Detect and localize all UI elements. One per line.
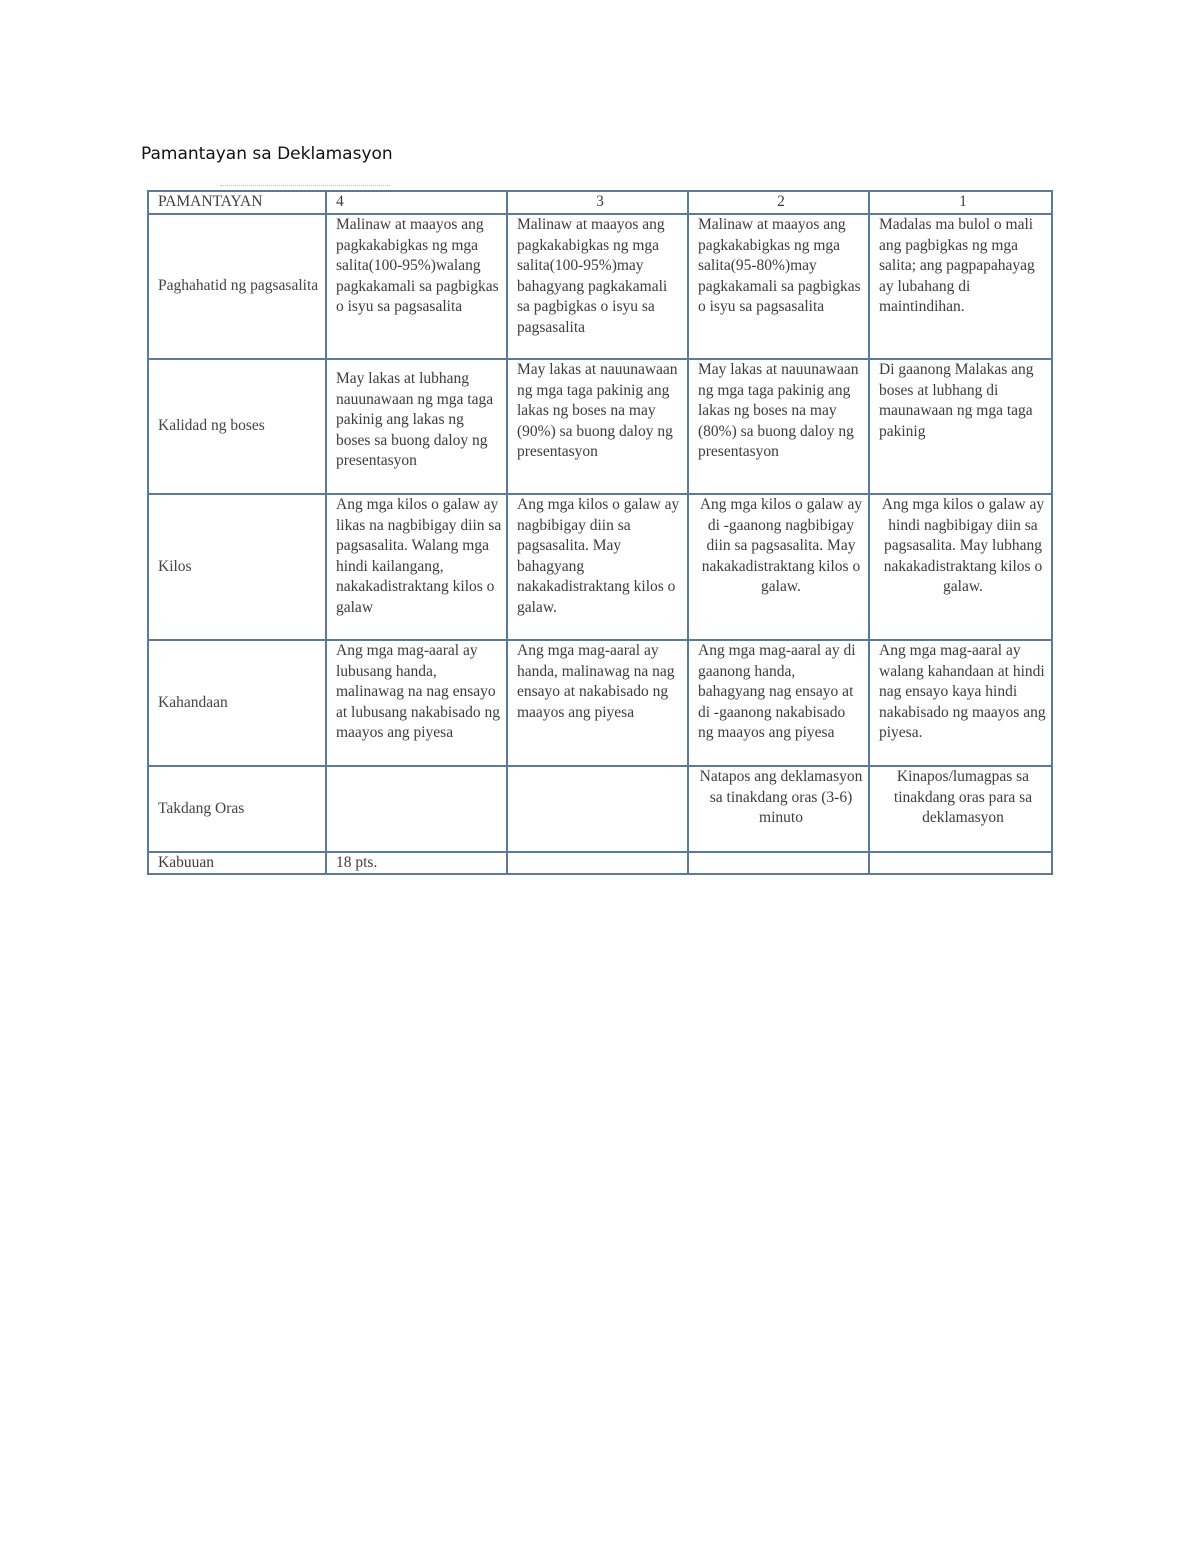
table-row [148,494,1052,640]
criterion-cell: Paghahatid ng pagsasalita [148,214,326,359]
rubric-table [147,190,1053,875]
rubric-cell: Ang mga kilos o galaw ay di -gaanong nagbibigay diin sa pagsasalita. May nakakadistraktang kilos o galaw. [688,494,869,640]
rubric-cell: Ang mga kilos o galaw ay likas na nagbibigay diin sa pagsasalita. Walang mga hindi kailangang, nakakadistraktang kilos o galaw [326,494,507,640]
table-row [148,359,1052,494]
table-row [148,852,1052,874]
rubric-cell: Malinaw at maayos ang pagkakabigkas ng mga salita(95-80%)may pagkakamali sa pagbigkas o isyu sa pagsasalita [688,214,869,359]
rubric-cell: Kinapos/lumagpas sa tinakdang oras para sa deklamasyon [869,766,1052,852]
rubric-cell: Ang mga mag-aaral ay di gaanong handa, bahagyang nag ensayo at di -gaanong nakabisado ng maayos ang piyesa [688,640,869,766]
rubric-cell [507,766,688,852]
rubric-cell: Malinaw at maayos ang pagkakabigkas ng mga salita(100-95%)walang pagkakamali sa pagbigkas o isyu sa pagsasalita [326,214,507,359]
rubric-cell [507,852,688,874]
rubric-cell: Madalas ma bulol o mali ang pagbigkas ng mga salita; ang pagpapahayag ay lubahang di maintindihan. [869,214,1052,359]
header-score-3: 3 [507,191,688,214]
rubric-cell [688,852,869,874]
rubric-cell: Malinaw at maayos ang pagkakabigkas ng mga salita(100-95%)may bahagyang pagkakamali sa pagbigkas o isyu sa pagsasalita [507,214,688,359]
table-row [148,766,1052,852]
rubric-cell: May lakas at nauunawaan ng mga taga pakinig ang lakas ng boses na may (90%) sa buong daloy ng presentasyon [507,359,688,494]
total-points-cell: 18 pts. [326,852,507,874]
criterion-cell: Kabuuan [148,852,326,874]
header-score-2: 2 [688,191,869,214]
table-row [148,214,1052,359]
rubric-cell [326,766,507,852]
rubric-cell [869,852,1052,874]
document-title: Pamantayan sa Deklamasyon [141,144,393,164]
table-row [148,640,1052,766]
rubric-cell: May lakas at nauunawaan ng mga taga pakinig ang lakas ng boses na may (80%) sa buong daloy ng presentasyon [688,359,869,494]
criterion-cell: Kalidad ng boses [148,359,326,494]
rubric-cell: Di gaanong Malakas ang boses at lubhang di maunawaan ng mga taga pakinig [869,359,1052,494]
rubric-cell: May lakas at lubhang nauunawaan ng mga taga pakinig ang lakas ng boses sa buong daloy ng presentasyon [326,359,507,494]
rubric-cell: Ang mga kilos o galaw ay hindi nagbibigay diin sa pagsasalita. May lubhang nakakadistraktang kilos o galaw. [869,494,1052,640]
faint-divider [220,185,390,187]
header-row [148,191,1052,214]
rubric-cell: Natapos ang deklamasyon sa tinakdang oras (3-6) minuto [688,766,869,852]
header-score-1: 1 [869,191,1052,214]
rubric-cell: Ang mga mag-aaral ay lubusang handa, malinawag na nag ensayo at lubusang nakabisado ng maayos ang piyesa [326,640,507,766]
criterion-cell: Takdang Oras [148,766,326,852]
rubric-cell: Ang mga kilos o galaw ay nagbibigay diin sa pagsasalita. May bahagyang nakakadistraktang kilos o galaw. [507,494,688,640]
header-score-4: 4 [326,191,507,214]
rubric-cell: Ang mga mag-aaral ay handa, malinawag na nag ensayo at nakabisado ng maayos ang piyesa [507,640,688,766]
rubric-cell: Ang mga mag-aaral ay walang kahandaan at hindi nag ensayo kaya hindi nakabisado ng maayos ang piyesa. [869,640,1052,766]
criterion-cell: Kahandaan [148,640,326,766]
criterion-cell: Kilos [148,494,326,640]
header-criterion: PAMANTAYAN [148,191,326,214]
